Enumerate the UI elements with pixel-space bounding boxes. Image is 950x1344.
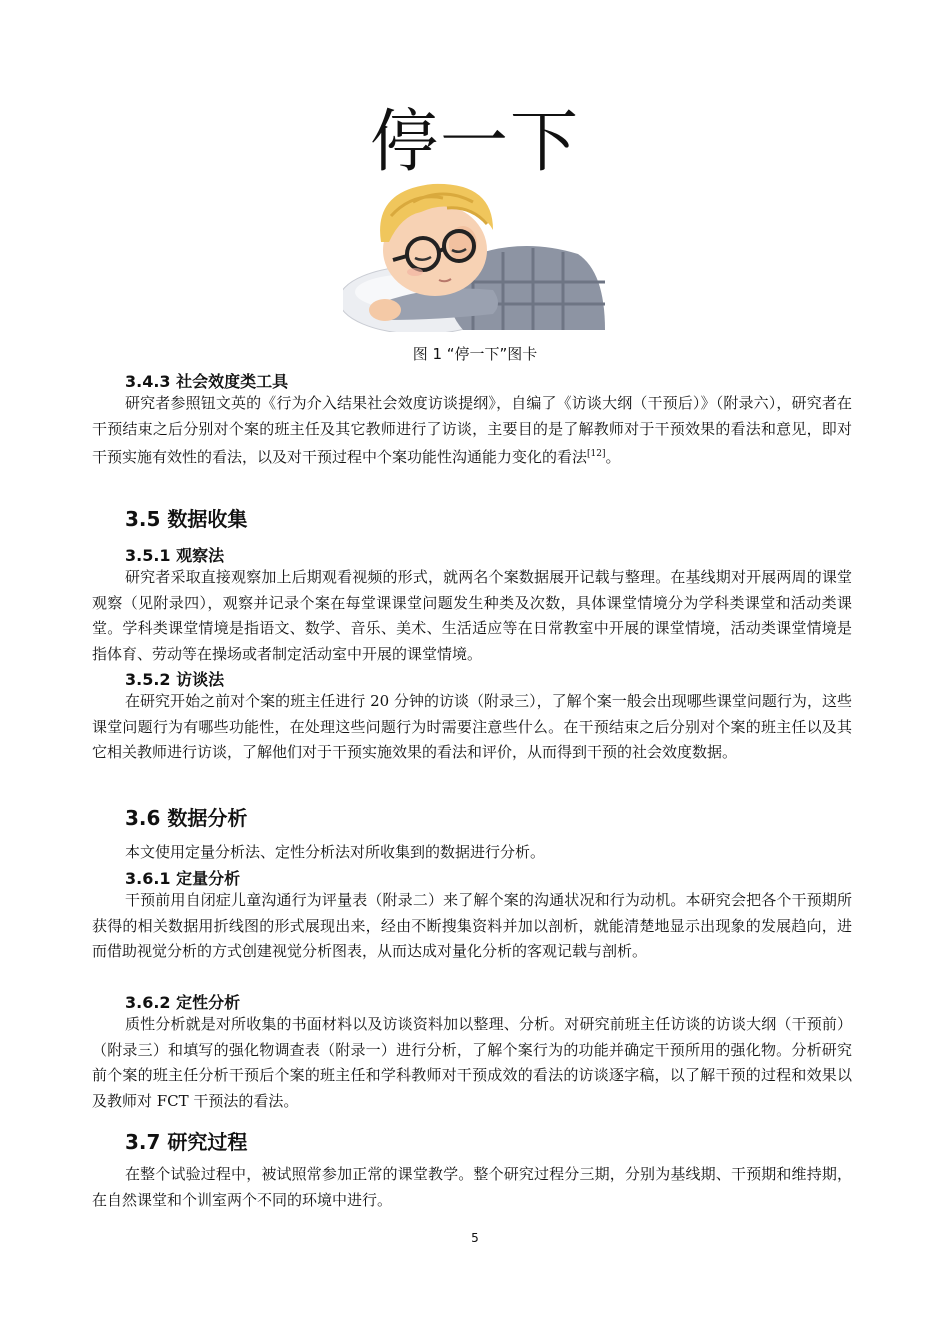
paragraph-3-4-3-tail: 。 (605, 448, 621, 466)
citation-12: [12] (587, 449, 606, 459)
paragraph-3-6-1: 干预前用自闭症儿童沟通行为评量表（附录二）来了解个案的沟通状况和行为动机。本研究会把各个干预期所获得的相关数据用折线图的形式展现出来，经由不断搜集资料并加以剖析，就能清楚地显示出现象的发展趋向，进而借助视觉分析的方式创建视觉分析图表，从而达成对量化分析的客观记载与剖析。 (92, 891, 852, 960)
figure-title: 停一下 (369, 103, 580, 182)
figure-caption: 图 1 “停一下”图卡 (412, 345, 538, 363)
sleeping-boy-image (343, 172, 605, 332)
heading-3-6: 3.6 数据分析 (125, 806, 248, 830)
heading-3-5-1: 3.5.1 观察法 (125, 546, 225, 565)
paragraph-3-7: 在整个试验过程中，被试照常参加正常的课堂教学。整个研究过程分三期，分别为基线期、干预期和维持期，在自然课堂和个训室两个不同的环境中进行。 (92, 1165, 852, 1209)
page-number: 5 (471, 1231, 479, 1245)
paragraph-3-5-2: 在研究开始之前对个案的班主任进行 20 分钟的访谈（附录三），了解个案一般会出现哪些课堂问题行为，这些课堂问题行为有哪些功能性，在处理这些问题行为时需要注意些什么。在干预结束之后分别对个案的班主任以及其它相关教师进行访谈，了解他们对于干预实施效果的看法和评价，从而得到干预的社会效度数据。 (92, 692, 852, 761)
heading-3-5-2: 3.5.2 访谈法 (125, 670, 225, 689)
heading-3-6-1: 3.6.1 定量分析 (125, 869, 241, 888)
heading-3-5: 3.5 数据收集 (125, 507, 248, 531)
heading-3-7: 3.7 研究过程 (125, 1130, 248, 1154)
paragraph-3-4-3-text: 研究者参照钮文英的《行为介入结果社会效度访谈提纲》，自编了《访谈大纲（干预后）》（附录六），研究者在干预结束之后分别对个案的班主任及其它教师进行了访谈，主要目的是了解教师对于干预效果的看法和意见，即对干预实施有效性的看法，以及对干预过程中个案功能性沟通能力变化的看法 (92, 394, 852, 466)
heading-3-4-3: 3.4.3 社会效度类工具 (125, 372, 289, 391)
paragraph-3-6-2: 质性分析就是对所收集的书面材料以及访谈资料加以整理、分析。对研究前班主任访谈的访谈大纲（干预前）（附录三）和填写的强化物调查表（附录一）进行分析，了解个案行为的功能并确定干预所用的强化物。分析研究前个案的班主任分析干预后个案的班主任和学科教师对干预成效的看法的访谈逐字稿，以了解干预的过程和效果以及教师对 FCT 干预法的看法。 (92, 1015, 852, 1110)
paragraph-3-6: 本文使用定量分析法、定性分析法对所收集到的数据进行分析。 (125, 843, 546, 861)
paragraph-3-4-3 (92, 391, 852, 471)
heading-3-6-2: 3.6.2 定性分析 (125, 993, 241, 1012)
paragraph-3-5-1: 研究者采取直接观察加上后期观看视频的形式，就两名个案数据展开记载与整理。在基线期对开展两周的课堂观察（见附录四），观察并记录个案在每堂课课堂问题发生种类及次数，具体课堂情境分为学科类课堂和活动类课堂。学科类课堂情境是指语文、数学、音乐、美术、生活适应等在日常教室中开展的课堂情境，活动类课堂情境是指体育、劳动等在操场或者制定活动室中开展的课堂情境。 (92, 568, 852, 663)
